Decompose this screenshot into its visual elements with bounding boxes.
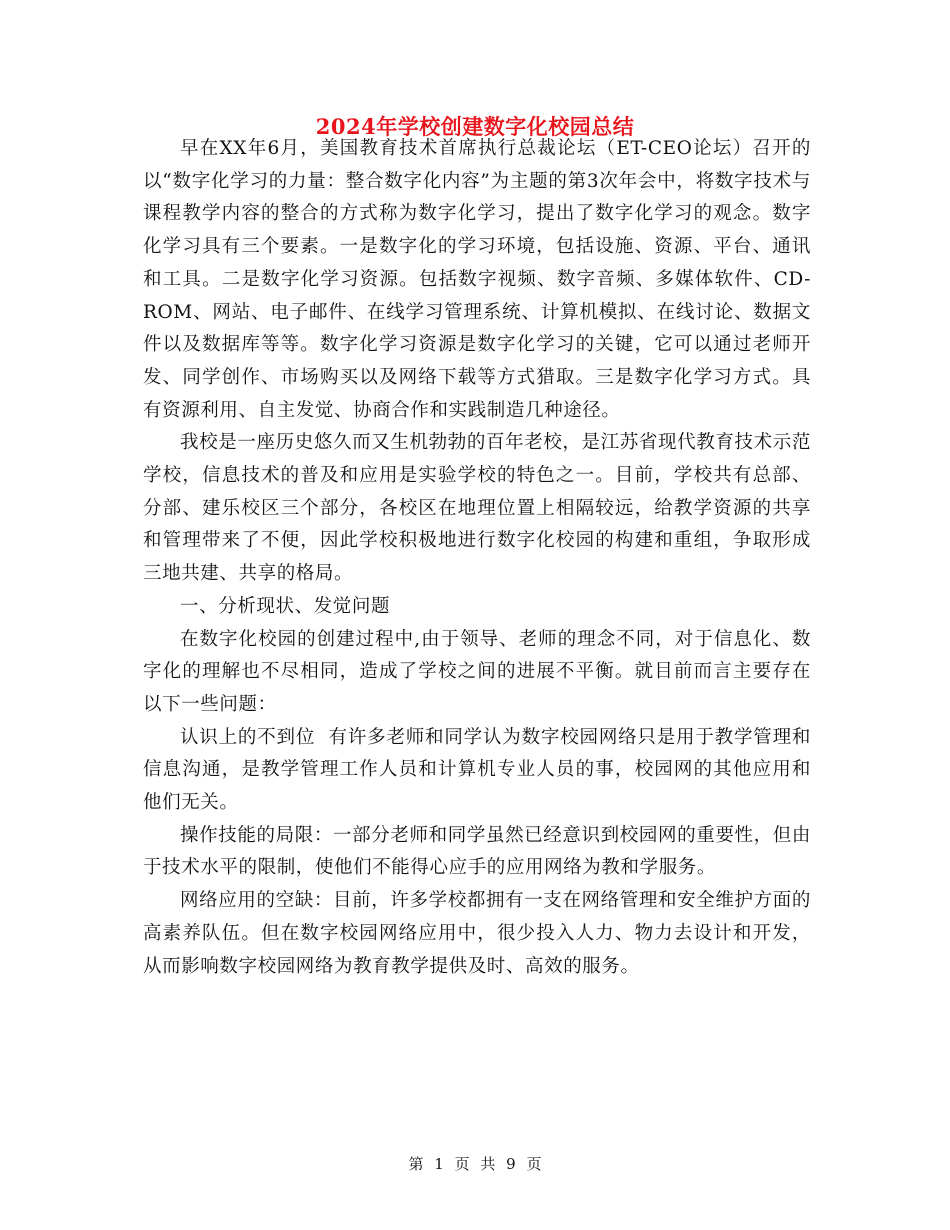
- paragraph-problems-intro: 在数字化校园的创建过程中,由于领导、老师的理念不同，对于信息化、数字化的理解也不尽相同，造成了学校之间的进展不平衡。就目前而言主要存在以下一些问题：: [143, 628, 811, 715]
- paragraph-school-overview: 我校是一座历史悠久而又生机勃勃的百年老校，是江苏省现代教育技术示范学校，信息技术的普及和应用是实验学校的特色之一。目前，学校共有总部、分部、建乐校区三个部分，各校区在地理位置上相隔较远，给教学资源的共享和管理带来了不便，因此学校积极地进行数字化校园的构建和重组，争取形成三地共建、共享的格局。: [143, 432, 811, 585]
- paragraph-intro: 早在XX年6月，美国教育技术首席执行总裁论坛（ET-CEO论坛）召开的以“数字化学习的力量：整合数字化内容”为主题的第3次年会中，将数字技术与课程教学内容的整合的方式称为数字化学习，提出了数字化学习的观念。数字化学习具有三个要素。一是数字化的学习环境，包括设施、资源、平台、通讯和工具。二是数字化学习资源。包括数字视频、数字音频、多媒体软件、CD-ROM、网站、电子邮件、在线学习管理系统、计算机模拟、在线讨论、数据文件以及数据库等等。数字化学习资源是数字化学习的关键，它可以通过老师开发、同学创作、市场购买以及网络下载等方式猎取。三是数字化学习方式。具有资源利用、自主发觉、协商合作和实践制造几种途径。: [143, 138, 811, 421]
- document-body: [143, 133, 811, 983]
- paragraph-skills-issue: 操作技能的局限：一部分老师和同学虽然已经意识到校园网的重要性，但由于技术水平的限制，使他们不能得心应手的应用网络为教和学服务。: [143, 824, 811, 879]
- page-footer: 第 1 页 共 9 页: [408, 1155, 542, 1173]
- document-title: 2024年学校创建数字化校园总结: [315, 114, 635, 139]
- section-heading-analysis: 一、分析现状、发觉问题: [180, 595, 391, 617]
- paragraph-awareness-issue: 认识上的不到位 有许多老师和同学认为数字校园网络只是用于教学管理和信息沟通，是教学管理工作人员和计算机专业人员的事，校园网的其他应用和他们无关。: [143, 726, 811, 814]
- paragraph-application-gap: 网络应用的空缺：目前，许多学校都拥有一支在网络管理和安全维护方面的高素养队伍。但在数字校园网络应用中，很少投入人力、物力去设计和开发，从而影响数字校园网络为教育教学提供及时、高效的服务。: [143, 890, 811, 977]
